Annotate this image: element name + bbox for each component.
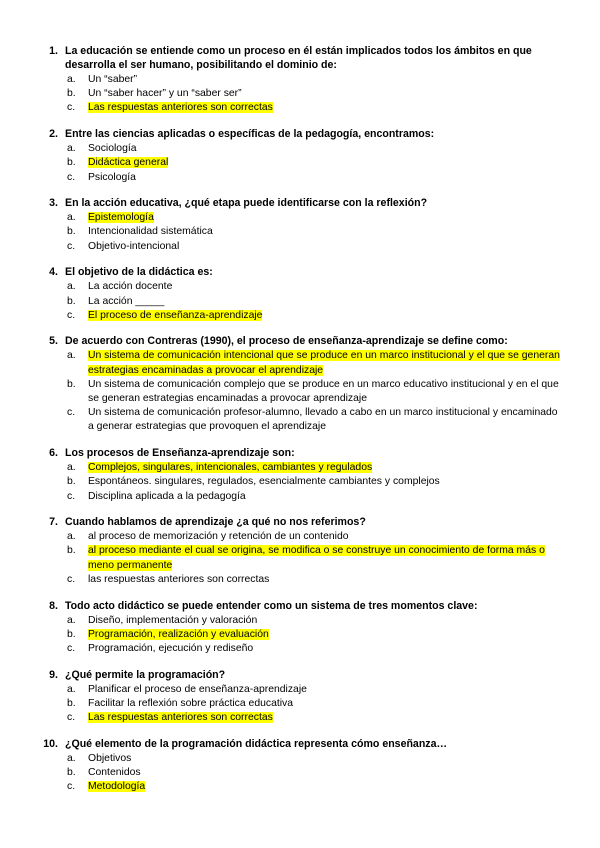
option-letter: a. <box>67 752 76 764</box>
option-letter: c. <box>67 240 76 252</box>
option-letter: c. <box>67 171 76 183</box>
option-body <box>88 614 560 628</box>
question-line <box>33 446 560 460</box>
option-list <box>33 530 560 587</box>
option-text: Facilitar la reflexión sobre práctica educativa <box>88 697 294 709</box>
option-body <box>88 87 560 101</box>
question-number: 3. <box>49 197 58 210</box>
option-text: al proceso de memorización y retención de un contenido <box>88 531 349 543</box>
question-7 <box>33 515 560 587</box>
option-item <box>33 171 560 185</box>
option-body <box>88 280 560 294</box>
option-body <box>88 171 560 185</box>
option-body <box>88 766 560 780</box>
question-line <box>33 515 560 529</box>
option-body <box>88 225 560 239</box>
highlighted-answer-text: Didáctica general <box>88 157 169 169</box>
option-list <box>33 683 560 726</box>
option-body <box>88 530 560 544</box>
question-line <box>33 737 560 751</box>
option-body <box>88 309 560 323</box>
option-item-correct <box>33 461 560 475</box>
question-1 <box>33 44 560 116</box>
option-letter: a. <box>67 74 76 85</box>
option-item <box>33 683 560 697</box>
option-item <box>33 766 560 780</box>
option-item-correct <box>33 780 560 794</box>
option-list <box>33 349 560 434</box>
question-number: 6. <box>49 447 58 460</box>
question-5 <box>33 334 560 434</box>
option-letter: c. <box>67 573 76 585</box>
question-number: 5. <box>49 335 58 348</box>
question-text: Todo acto didáctico se puede entender como un sistema de tres momentos clave: <box>65 599 478 612</box>
option-letter: b. <box>67 545 76 557</box>
question-text: El objetivo de la didáctica es: <box>65 266 213 279</box>
option-item-correct <box>33 309 560 323</box>
option-item <box>33 642 560 656</box>
option-body <box>88 461 560 475</box>
option-list <box>33 280 560 323</box>
option-body <box>88 642 560 656</box>
question-8 <box>33 599 560 657</box>
option-item-correct <box>33 711 560 725</box>
option-text: las respuestas anteriores son correctas <box>88 573 270 585</box>
option-list <box>33 461 560 504</box>
option-body <box>88 711 560 725</box>
option-letter: b. <box>67 476 76 488</box>
option-letter: a. <box>67 683 76 695</box>
question-10 <box>33 737 560 795</box>
option-list <box>33 73 560 116</box>
question-text: En la acción educativa, ¿qué etapa puede identificarse con la reflexión? <box>65 197 428 210</box>
question-text: ¿Qué elemento de la programación didáctica representa cómo enseñanza… <box>65 737 448 750</box>
option-list <box>33 211 560 254</box>
option-text: Diseño, implementación y valoración <box>88 614 258 626</box>
option-item-correct <box>33 101 560 115</box>
option-body <box>88 475 560 489</box>
question-number: 10. <box>43 737 58 750</box>
option-body <box>88 142 560 156</box>
option-text: Planificar el proceso de enseñanza-aprendizaje <box>88 683 307 695</box>
option-text: Psicología <box>88 171 136 183</box>
highlighted-answer-text: Epistemología <box>88 212 154 224</box>
option-text: Sociología <box>88 143 137 155</box>
option-letter: b. <box>67 767 76 778</box>
option-item-correct <box>33 544 560 572</box>
question-4 <box>33 265 560 323</box>
option-item <box>33 475 560 489</box>
option-letter: b. <box>67 226 76 238</box>
option-item <box>33 225 560 239</box>
option-body <box>88 295 560 309</box>
question-line <box>33 196 560 210</box>
highlighted-answer-text: El proceso de enseñanza-aprendizaje <box>88 309 263 321</box>
option-letter: a. <box>67 531 76 543</box>
option-item <box>33 614 560 628</box>
option-text: Objetivos <box>88 752 132 764</box>
question-6 <box>33 446 560 504</box>
highlighted-answer-text: Metodología <box>88 781 146 793</box>
option-text: Programación, ejecución y rediseño <box>88 642 254 654</box>
option-item <box>33 573 560 587</box>
option-letter: a. <box>67 350 76 362</box>
option-item <box>33 295 560 309</box>
option-body <box>88 349 560 377</box>
option-item <box>33 378 560 406</box>
question-text: Entre las ciencias aplicadas o específicas de la pedagogía, encontramos: <box>65 128 435 141</box>
question-line <box>33 265 560 279</box>
question-text: Los procesos de Enseñanza-aprendizaje son: <box>65 447 295 460</box>
option-item <box>33 752 560 766</box>
option-item <box>33 280 560 294</box>
option-letter: c. <box>67 642 76 654</box>
option-item-correct <box>33 628 560 642</box>
option-item <box>33 73 560 87</box>
option-body <box>88 752 560 766</box>
question-number: 9. <box>49 668 58 681</box>
question-text: ¿Qué permite la programación? <box>65 668 226 681</box>
option-item <box>33 490 560 504</box>
option-body <box>88 211 560 225</box>
option-letter: c. <box>67 781 76 793</box>
option-body <box>88 780 560 794</box>
highlighted-answer-text: Complejos, singulares, intencionales, cambiantes y regulados <box>88 462 373 474</box>
option-item <box>33 87 560 101</box>
option-body <box>88 573 560 587</box>
option-body <box>88 101 560 115</box>
option-letter: a. <box>67 462 76 474</box>
option-list <box>33 752 560 795</box>
option-body <box>88 378 560 406</box>
option-text: Disciplina aplicada a la pedagogía <box>88 490 246 502</box>
option-list <box>33 614 560 657</box>
option-letter: c. <box>67 712 76 724</box>
highlighted-answer-text: al proceso mediante el cual se origina, se modifica o se construye un conocimiento de forma más o meno permanente <box>88 545 545 571</box>
option-letter: b. <box>67 295 76 307</box>
option-letter: b. <box>67 157 76 169</box>
option-letter: a. <box>67 143 76 155</box>
option-item-correct <box>33 349 560 377</box>
option-item <box>33 406 560 434</box>
option-body <box>88 73 560 87</box>
highlighted-answer-text: Un sistema de comunicación intencional que se produce en un marco institucional y el que se generan estrategias encaminadas a provocar el aprendizaje <box>88 350 560 376</box>
question-text: La educación se entiende como un proceso en él están implicados todos los ámbitos en que desarrolla el ser humano, posibilitando el dominio de: <box>65 45 532 71</box>
question-line <box>33 668 560 682</box>
option-text: La acción _____ <box>88 295 165 307</box>
question-text: Cuando hablamos de aprendizaje ¿a qué no nos referimos? <box>65 516 366 529</box>
question-number: 4. <box>49 266 58 279</box>
question-line <box>33 44 560 72</box>
option-text: Un “saber” <box>88 74 138 85</box>
option-item <box>33 142 560 156</box>
highlighted-answer-text: Las respuestas anteriores son correctas <box>88 102 273 114</box>
option-letter: b. <box>67 697 76 709</box>
option-item <box>33 530 560 544</box>
question-3 <box>33 196 560 254</box>
option-letter: c. <box>67 102 76 114</box>
option-letter: c. <box>67 490 76 502</box>
question-9 <box>33 668 560 726</box>
question-number: 7. <box>49 516 58 529</box>
question-line <box>33 334 560 348</box>
question-2 <box>33 127 560 185</box>
option-text: Objetivo-intencional <box>88 240 180 252</box>
option-body <box>88 240 560 254</box>
option-letter: a. <box>67 281 76 293</box>
highlighted-answer-text: Programación, realización y evaluación <box>88 628 269 640</box>
option-letter: b. <box>67 378 76 390</box>
option-text: Un sistema de comunicación complejo que se produce en un marco educativo institucional y en el que se generan estrategias encaminadas a provocar aprendizaje <box>88 378 559 405</box>
option-letter: a. <box>67 212 76 224</box>
option-body <box>88 628 560 642</box>
option-text: Un sistema de comunicación profesor-alumno, llevado a cabo en un marco institucional y encaminado a generar estrategias que provoquen el aprendizaje <box>88 407 558 433</box>
option-item-correct <box>33 156 560 170</box>
option-letter: b. <box>67 628 76 640</box>
question-number: 8. <box>49 599 58 612</box>
option-item <box>33 697 560 711</box>
option-body <box>88 490 560 504</box>
option-text: Espontáneos. singulares, regulados, esencialmente cambiantes y complejos <box>88 476 440 488</box>
question-text: De acuerdo con Contreras (1990), el proceso de enseñanza-aprendizaje se define como: <box>65 335 508 348</box>
option-body <box>88 697 560 711</box>
option-text: Intencionalidad sistemática <box>88 226 213 238</box>
option-letter: c. <box>67 309 76 321</box>
option-body <box>88 683 560 697</box>
question-line <box>33 599 560 613</box>
option-body <box>88 406 560 434</box>
option-letter: c. <box>67 407 76 419</box>
question-number: 1. <box>49 45 58 57</box>
option-letter: a. <box>67 614 76 626</box>
highlighted-answer-text: Las respuestas anteriores son correctas <box>88 712 273 724</box>
question-number: 2. <box>49 128 58 141</box>
option-letter: b. <box>67 88 76 100</box>
option-text: Contenidos <box>88 767 141 778</box>
option-body <box>88 156 560 170</box>
option-body <box>88 544 560 572</box>
option-text: La acción docente <box>88 281 173 293</box>
question-line <box>33 127 560 141</box>
option-text: Un “saber hacer” y un “saber ser” <box>88 88 242 100</box>
option-list <box>33 142 560 185</box>
option-item-correct <box>33 211 560 225</box>
option-item <box>33 240 560 254</box>
